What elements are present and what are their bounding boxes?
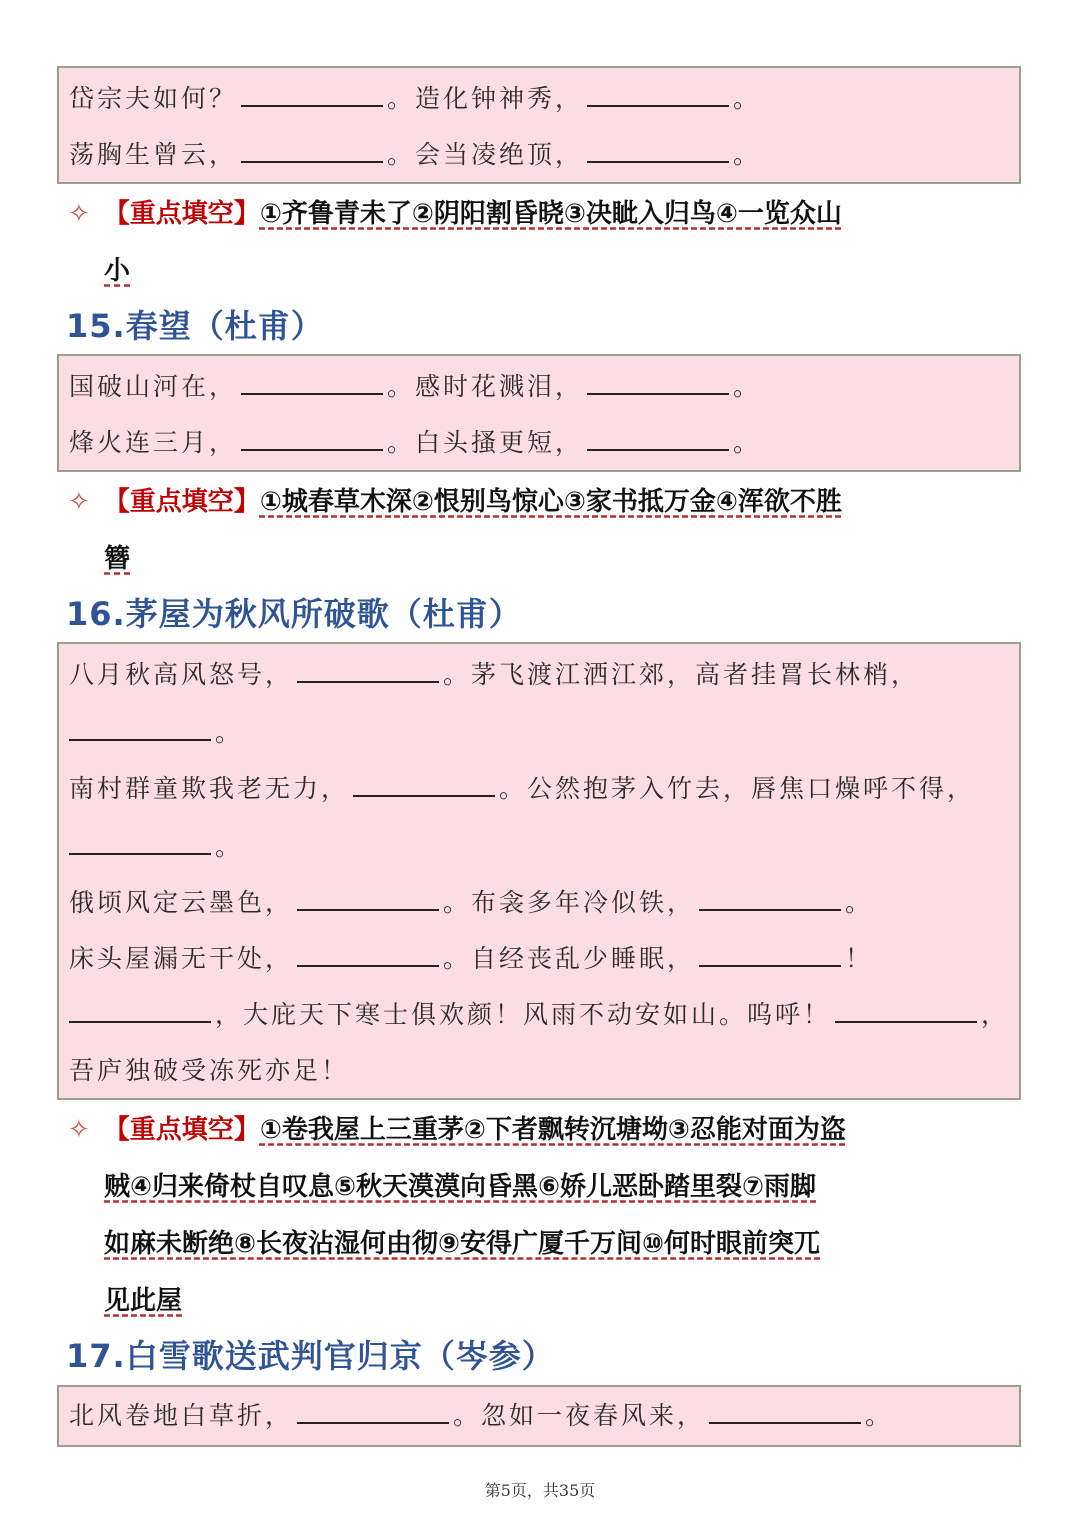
poem-line: 俄顷风定云墨色， 。布衾多年冷似铁， 。 (69, 888, 874, 917)
poem-line: ，大庇天下寒士俱欢颜！风雨不动安如山。呜呼！ ， (69, 998, 1009, 1032)
poem-box-14 (57, 66, 1021, 184)
answer-text: 贼④归来倚杖自叹息⑤秋天漠漠向昏黑⑥娇儿恶卧踏里裂⑦雨脚 (104, 1172, 817, 1202)
fill-blank[interactable] (699, 943, 841, 967)
fill-blank[interactable] (241, 371, 383, 395)
fill-blank[interactable] (297, 1400, 449, 1424)
fill-blank[interactable] (241, 83, 383, 107)
answer-text: ①卷我屋上三重茅②下者飘转沉塘坳③忍能对面为盗 (259, 1115, 846, 1145)
fill-blank[interactable] (699, 887, 841, 911)
fill-blank[interactable] (69, 831, 211, 855)
sparkle-icon: ✧ (68, 487, 90, 517)
fill-blank[interactable] (241, 139, 383, 163)
key-tag: 【重点填空】 (103, 1115, 260, 1145)
fill-blank[interactable] (69, 999, 211, 1023)
poem-line: 国破山河在， 。感时花溅泪， 。 (69, 372, 762, 401)
poem-line: 。 (69, 716, 1009, 750)
section-title-16: 16.茅屋为秋风所破歌（杜甫） (66, 595, 522, 633)
poem-line: 岱宗夫如何？ 。造化钟神秀， 。 (69, 84, 762, 113)
key-answer-15 (68, 474, 1008, 588)
poem-box-15 (57, 354, 1021, 472)
answer-text: 如麻未断绝⑧长夜沾湿何由彻⑨安得广厦千万间⑩何时眼前突兀 (104, 1229, 821, 1259)
fill-blank[interactable] (353, 773, 495, 797)
sparkle-icon: ✧ (68, 1115, 90, 1145)
poem-box-17 (57, 1385, 1021, 1447)
fill-blank[interactable] (709, 1400, 861, 1424)
key-answer-16 (68, 1102, 1008, 1330)
poem-line: 南村群童欺我老无力， 。公然抱茅入竹去，唇焦口燥呼不得， (69, 774, 976, 803)
poem-box-16 (57, 642, 1021, 1100)
section-title-17: 17.白雪歌送武判官归京（岑参） (66, 1337, 555, 1375)
fill-blank[interactable] (587, 139, 729, 163)
answer-text: ①城春草木深②恨别鸟惊心③家书抵万金④浑欲不胜 (259, 487, 842, 517)
key-answer-14 (68, 186, 1008, 300)
fill-blank[interactable] (587, 83, 729, 107)
fill-blank[interactable] (241, 427, 383, 451)
fill-blank[interactable] (297, 943, 439, 967)
fill-blank[interactable] (297, 659, 439, 683)
fill-blank[interactable] (587, 427, 729, 451)
fill-blank[interactable] (587, 371, 729, 395)
page-footer: 第5页，共35页 (484, 1481, 596, 1500)
key-tag: 【重点填空】 (103, 487, 260, 517)
key-tag: 【重点填空】 (103, 199, 260, 229)
poem-line: 北风卷地白草折， 。忽如一夜春风来， 。 (69, 1401, 894, 1430)
poem-line: 八月秋高风怒号， 。茅飞渡江洒江郊，高者挂罥长林梢， (69, 660, 920, 689)
fill-blank[interactable] (835, 999, 977, 1023)
fill-blank[interactable] (69, 717, 211, 741)
poem-line: 吾庐独破受冻死亦足！ (69, 1056, 350, 1085)
poem-line: 烽火连三月， 。白头搔更短， 。 (69, 428, 762, 457)
fill-blank[interactable] (297, 887, 439, 911)
section-title-15: 15.春望（杜甫） (66, 307, 324, 345)
sparkle-icon: ✧ (68, 199, 90, 229)
answer-text: ①齐鲁青未了②阴阳割昏晓③决眦入归鸟④一览众山 (259, 199, 842, 229)
answer-text: 见此屋 (104, 1286, 183, 1316)
poem-line: 床头屋漏无干处， 。自经丧乱少睡眠， ！ (69, 944, 874, 973)
poem-line: 荡胸生曾云， 。会当凌绝顶， 。 (69, 140, 762, 169)
poem-line: 。 (69, 830, 1009, 864)
answer-text: 小 (104, 256, 131, 286)
answer-text: 簪 (104, 544, 131, 574)
